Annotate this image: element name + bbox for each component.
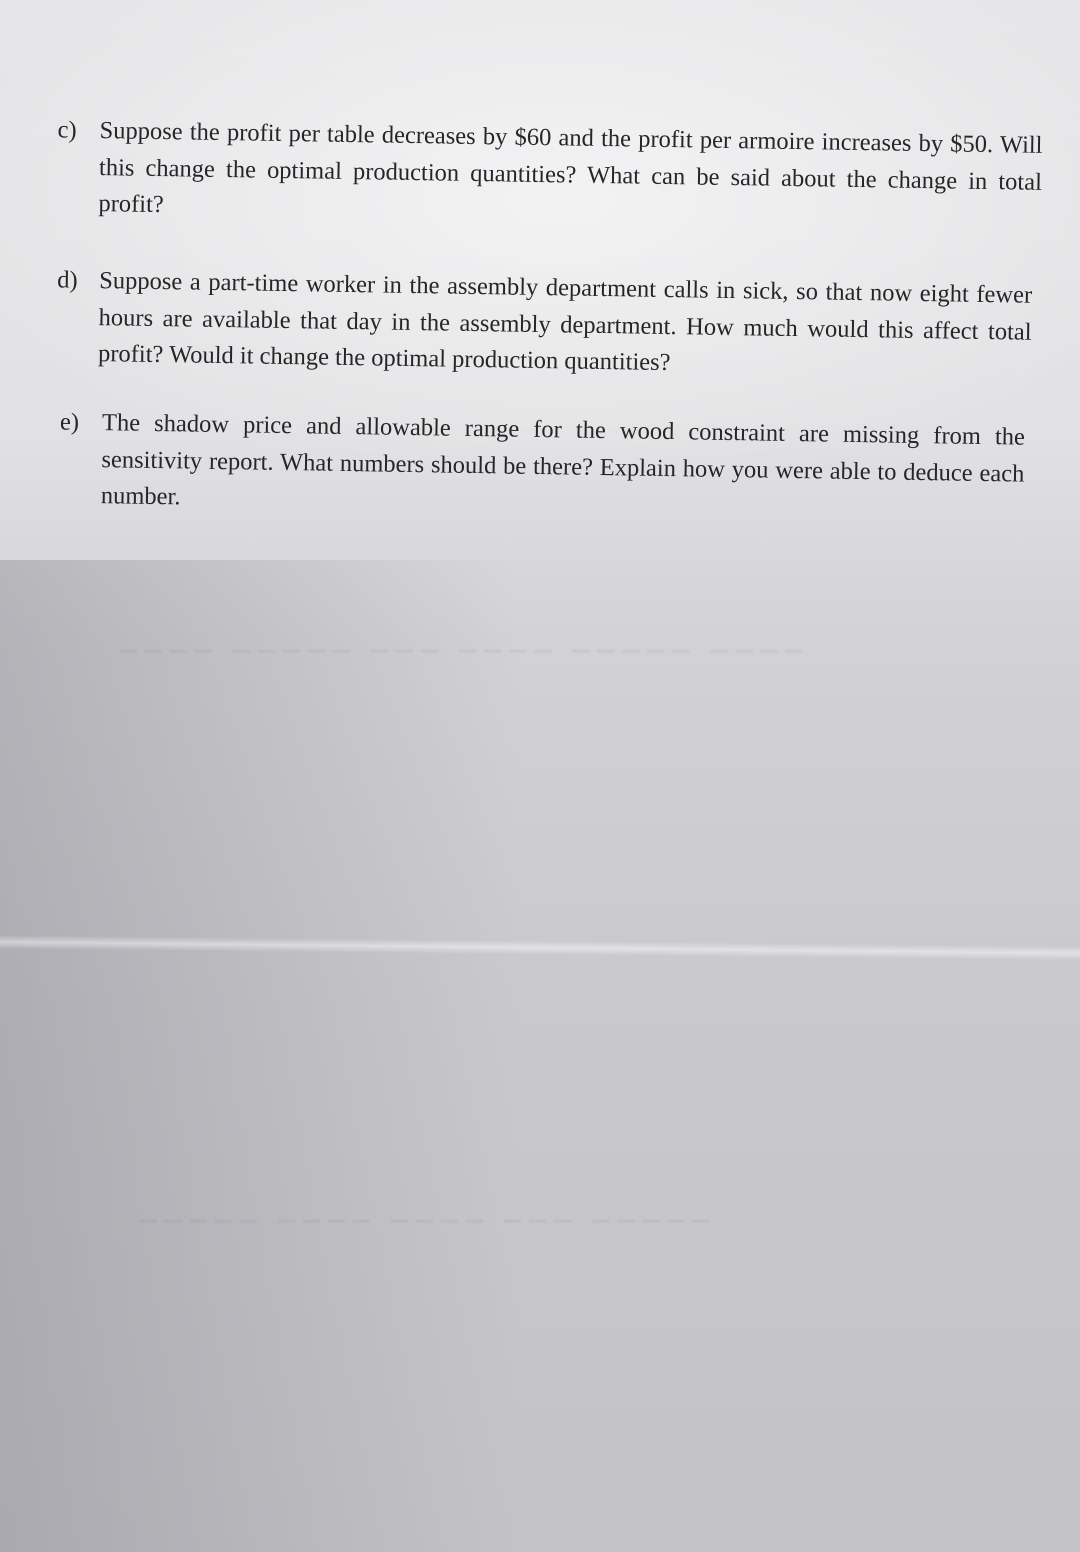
question-c [56,112,1043,237]
question-label: e) [59,408,80,436]
show-through-texture: ▔▔▔▔ ▔▔▔▔▔ ▔▔▔ ▔▔▔▔ ▔▔▔▔▔ ▔▔▔▔ [120,650,811,675]
show-through-texture: ▔▔▔▔▔ ▔▔▔▔ ▔▔▔▔ ▔▔▔ ▔▔▔▔▔ [140,1220,718,1245]
question-e [59,404,1026,529]
question-d [56,262,1033,387]
question-label: c) [57,116,77,144]
question-text: The shadow price and allowable range for the wood constraint are missing from the sensitivity report. What numbers should be there? Explain how you were able to deduce each number. [100,409,1026,511]
question-text: Suppose the profit per table decreases by $60 and the profit per armoire increases by $50. Will this change the optimal production quantities? What can be said about the change in total profit? [98,117,1043,219]
question-text: Suppose a part-time worker in the assembly department calls in sick, so that now eight fewer hours are available that day in the assembly department. How much would this affect total profit? Would it change the optimal production quantities? [97,267,1033,377]
question-label: d) [57,266,78,294]
